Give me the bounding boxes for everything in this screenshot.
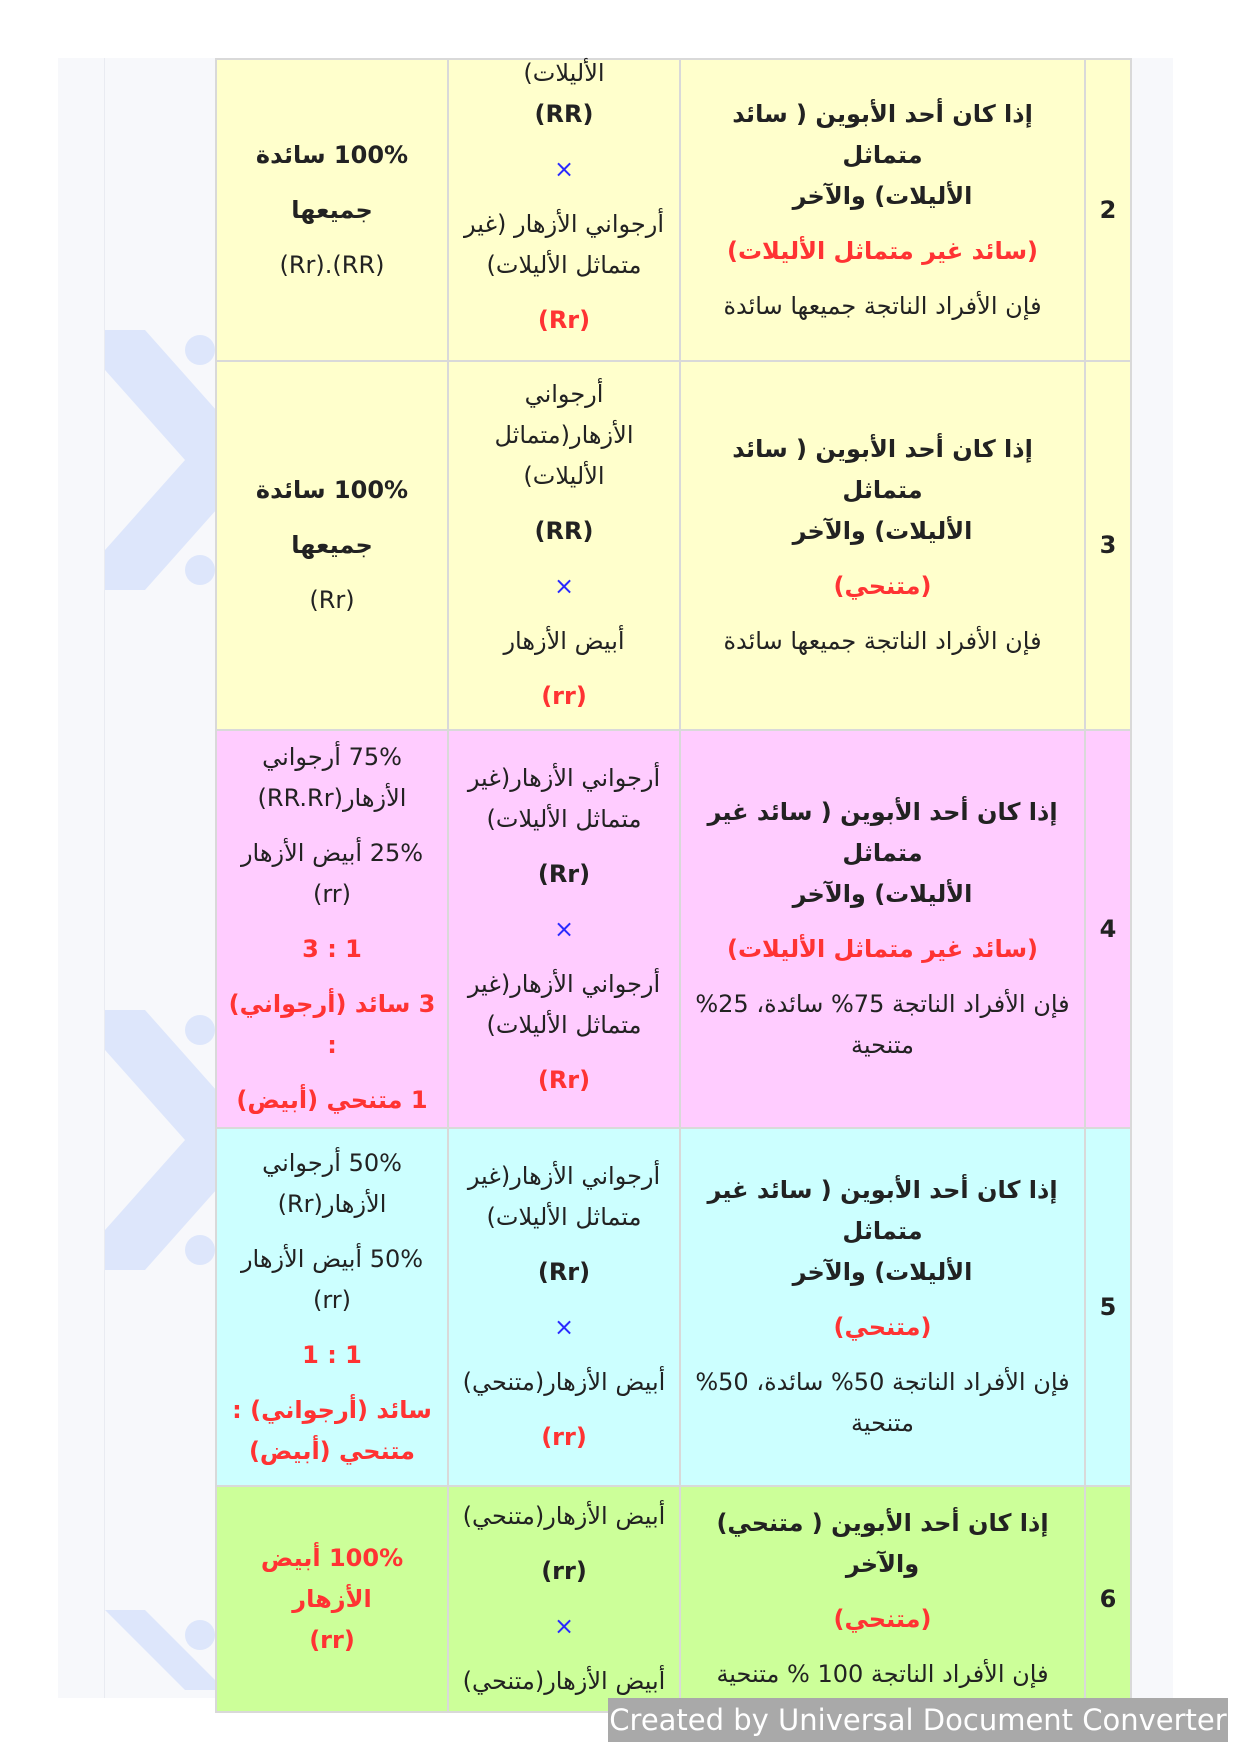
description-line: فإن الأفراد الناتجة 75% سائدة، 25% xyxy=(695,990,1070,1018)
result-cell xyxy=(216,361,448,730)
genotype-text: (Rr) xyxy=(537,306,591,334)
description-line: إذا كان أحد الأبوين ( سائد غير متماثل xyxy=(707,798,1058,867)
page-edge-left xyxy=(104,58,105,1698)
result-line: 100% سائدة xyxy=(255,476,409,504)
ratio-line: 1 متنحي (أبيض) xyxy=(236,1086,428,1114)
row-number: 4 xyxy=(1085,730,1131,1128)
cross-symbol: × xyxy=(553,1313,575,1341)
cross-line: أرجواني الأزهار(غير xyxy=(467,763,661,792)
cross-cell xyxy=(448,361,680,730)
description-line: الأليلات) والآخر xyxy=(792,1258,973,1286)
description-highlight: (متنحي) xyxy=(833,1313,932,1341)
description-line: فإن الأفراد الناتجة جميعها سائدة xyxy=(723,627,1042,655)
cross-symbol: × xyxy=(553,155,575,183)
cross-line: متماثل الأليلات) xyxy=(486,1010,642,1039)
description-line: فإن الأفراد الناتجة جميعها سائدة xyxy=(723,291,1042,320)
cross-line: أبيض الأزهار(متنحي) xyxy=(462,1667,666,1695)
genotype-text: (Rr) xyxy=(537,1065,591,1094)
row-number: 3 xyxy=(1085,361,1131,730)
cross-symbol: × xyxy=(553,572,575,600)
result-line: الأزهار(Rr) xyxy=(277,1189,387,1218)
table-row-2 xyxy=(216,59,1131,361)
cross-symbol: × xyxy=(553,1612,575,1640)
description-highlight: (سائد غير متماثل الأليلات) xyxy=(726,935,1039,963)
table-row-5 xyxy=(216,1128,1131,1486)
description-cell xyxy=(680,59,1085,361)
description-line: الأليلات) والآخر xyxy=(792,880,973,908)
cross-line: متماثل الأليلات) xyxy=(486,804,642,833)
cross-line: أرجواني الأزهار(غير xyxy=(467,969,661,998)
cross-symbol: × xyxy=(553,914,575,943)
description-cell xyxy=(680,1486,1085,1712)
cross-cell xyxy=(448,59,680,361)
ratio-text: 1 : 1 xyxy=(302,1340,362,1369)
cross-line: أبيض الأزهار(متنحي) xyxy=(462,1502,666,1530)
cross-line: الأليلات) xyxy=(523,59,605,87)
description-line: فإن الأفراد الناتجة 50% سائدة، 50% xyxy=(695,1368,1070,1396)
genotype-text: (RR) xyxy=(534,517,594,545)
result-cell xyxy=(216,1486,448,1712)
cross-line: أبيض الأزهار(متنحي) xyxy=(462,1368,666,1396)
description-line: متنحية xyxy=(851,1031,914,1059)
watermark-logo-icon xyxy=(105,1610,225,1690)
watermark-logo-icon xyxy=(105,1010,225,1270)
converter-watermark-banner: Created by Universal Document Converter xyxy=(608,1698,1228,1742)
description-line: فإن الأفراد الناتجة 100 % متنحية xyxy=(716,1660,1049,1688)
result-line: 100% سائدة xyxy=(255,140,409,169)
result-cell xyxy=(216,730,448,1128)
ratio-text: 3 : 1 xyxy=(302,935,362,963)
description-highlight: (متنحي) xyxy=(833,572,932,600)
description-highlight: (متنحي) xyxy=(833,1605,932,1633)
result-line: جميعها xyxy=(291,531,373,559)
description-line: إذا كان أحد الأبوين ( متنحي) والآخر xyxy=(716,1509,1049,1578)
description-line: إذا كان أحد الأبوين ( سائد متماثل xyxy=(732,435,1033,504)
description-cell xyxy=(680,361,1085,730)
result-line: 75% أرجواني xyxy=(262,743,402,771)
description-highlight: (سائد غير متماثل الأليلات) xyxy=(726,236,1039,265)
cross-line: أرجواني xyxy=(524,380,604,408)
row-number: 5 xyxy=(1085,1128,1131,1486)
genotype-text: (rr) xyxy=(541,1423,587,1451)
cross-cell xyxy=(448,1128,680,1486)
genotype-text: (rr) xyxy=(541,682,587,710)
result-line: 100% أبيض الأزهار xyxy=(260,1543,404,1613)
result-cell xyxy=(216,59,448,361)
genotype-text: (Rr) xyxy=(309,586,355,614)
result-line: 50% أرجواني xyxy=(262,1148,402,1177)
genotype-text: (Rr) xyxy=(537,859,591,888)
table-row-3 xyxy=(216,361,1131,730)
cross-cell xyxy=(448,1486,680,1712)
cross-line: متماثل الأليلات) xyxy=(486,1203,642,1231)
genotype-text: (rr) xyxy=(312,1285,352,1314)
result-line: الأزهار(RR.Rr) xyxy=(257,784,407,812)
genotype-text: (rr) xyxy=(309,1625,355,1654)
genotype-text: (Rr) xyxy=(537,1258,591,1286)
row-number: 2 xyxy=(1085,59,1131,361)
watermark-logo-icon xyxy=(105,330,225,590)
ratio-line: متنحي (أبيض) xyxy=(248,1436,416,1465)
genotype-text: (rr) xyxy=(312,880,352,908)
cross-line: الأزهار(متماثل xyxy=(494,421,634,449)
cross-line: متماثل الأليلات) xyxy=(486,251,642,279)
genotype-text: (RR).(Rr) xyxy=(279,250,385,279)
row-number: 6 xyxy=(1085,1486,1131,1712)
description-line: إذا كان أحد الأبوين ( سائد متماثل xyxy=(732,99,1033,169)
table-row-6 xyxy=(216,1486,1131,1712)
cross-line: الأليلات) xyxy=(523,462,605,490)
genetics-cross-table xyxy=(215,58,1132,1713)
result-line: 50% أبيض الأزهار xyxy=(240,1244,424,1273)
genotype-text: (rr) xyxy=(541,1557,587,1585)
description-cell xyxy=(680,1128,1085,1486)
description-line: متنحية xyxy=(851,1409,914,1437)
description-cell xyxy=(680,730,1085,1128)
ratio-line: سائد (أرجواني) : xyxy=(232,1395,432,1424)
description-line: الأليلات) والآخر xyxy=(792,517,973,545)
result-line: جميعها xyxy=(291,195,373,224)
result-cell xyxy=(216,1128,448,1486)
cross-line: أرجواني الأزهار(غير xyxy=(467,1162,661,1190)
cross-line: أرجواني الأزهار (غير xyxy=(463,210,664,238)
result-line: 25% أبيض الأزهار xyxy=(240,839,424,867)
cross-cell xyxy=(448,730,680,1128)
table-row-4 xyxy=(216,730,1131,1128)
cross-line: أبيض الأزهار xyxy=(503,627,625,655)
description-line: إذا كان أحد الأبوين ( سائد غير متماثل xyxy=(707,1176,1058,1245)
ratio-line: 3 سائد (أرجواني) : xyxy=(228,990,436,1059)
description-line: الأليلات) والآخر xyxy=(792,181,973,210)
genotype-text: (RR) xyxy=(534,100,594,128)
